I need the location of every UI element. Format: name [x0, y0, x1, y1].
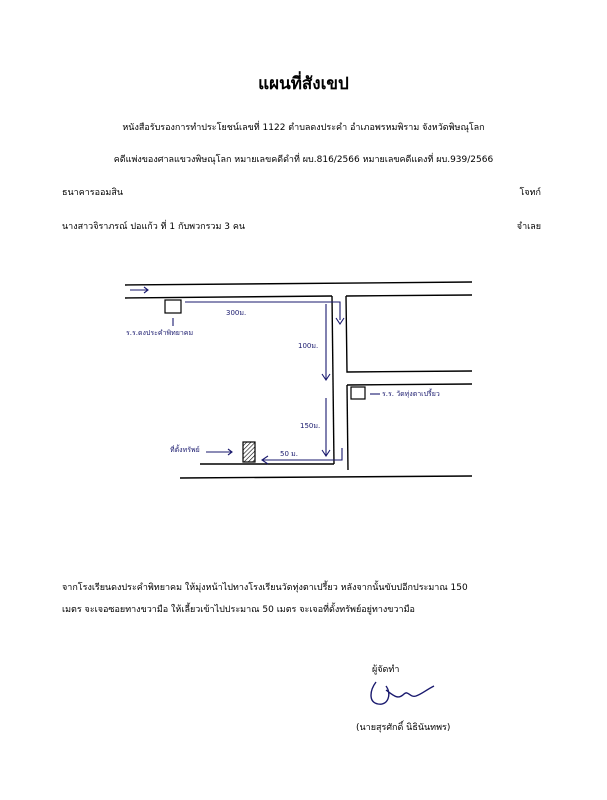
label-dist-100: 100ม.: [298, 342, 319, 350]
certificate-line: หนังสือรับรองการทำประโยชน์เลขที่ 1122 ตำบลดงประคำ อำเภอพรหมพิราม จังหวัดพิษณุโลก: [122, 123, 485, 133]
defendant-role: จำเลย: [516, 222, 541, 232]
label-dist-50: 50 ม.: [280, 450, 298, 458]
side-road-right-edge-lower: [347, 385, 348, 470]
label-dist-150: 150ม.: [300, 422, 321, 430]
directions-line-1: จากโรงเรียนดงประคำพิทยาคม ให้มุ่งหน้าไปทางโรงเรียนวัดทุ่งตาเปรี้ยว หลังจากนั้นขับปอีกประมาณ 150: [62, 583, 468, 593]
main-road-bottom-edge-right: [346, 295, 472, 296]
side-road-left-edge: [332, 296, 334, 464]
label-property: ที่ตั้งทรัพย์: [170, 446, 200, 454]
route-arrow-soi: [262, 448, 342, 460]
plaintiff-name: ธนาคารออมสิน: [62, 188, 123, 198]
case-line: คดีแพ่งของศาลแขวงพิษณุโลก หมายเลขคดีดำที่ ผบ.816/2566 หมายเลขคดีแดงที่ ผบ.939/2566: [113, 155, 494, 165]
school1-marker: [165, 300, 181, 313]
prepared-by-label: ผู้จัดทำ: [372, 665, 400, 675]
signature-graphic: [364, 676, 444, 710]
label-school2: ร.ร. วัดทุ่งตาเปรี้ยว: [382, 390, 440, 398]
directions-line-2: เมตร จะเจอซอยทางขวามือ ให้เลี้ยวเข้าไปประมาณ 50 เมตร จะเจอที่ดั้งทรัพย์อยู่ทางขวามือ: [62, 605, 415, 615]
main-road-bottom-edge-left: [125, 296, 332, 298]
side-road-right-edge-upper: [346, 296, 472, 372]
property-marker: [243, 442, 255, 462]
plaintiff-role: โจทก์: [519, 188, 541, 198]
route-arrow-top: [185, 302, 340, 320]
side-road-branch-bottom: [347, 384, 472, 385]
school2-marker: [351, 387, 365, 399]
main-road-top-edge: [125, 282, 472, 285]
label-dist-300: 300ม.: [226, 309, 247, 317]
label-school1: ร.ร.ดงประคำพิทยาคม: [126, 329, 194, 337]
defendant-name: นางสาวจิราภรณ์ ปอแก้ว ที่ 1 กับพวกรวม 3 คน: [62, 222, 246, 232]
sketch-map: [0, 260, 607, 500]
soi-bottom-edge: [180, 476, 472, 478]
page-title: แผนที่สังเขป: [258, 74, 349, 94]
signer-name: (นายสุรศักดิ์ นิธินันทพร): [356, 723, 451, 733]
